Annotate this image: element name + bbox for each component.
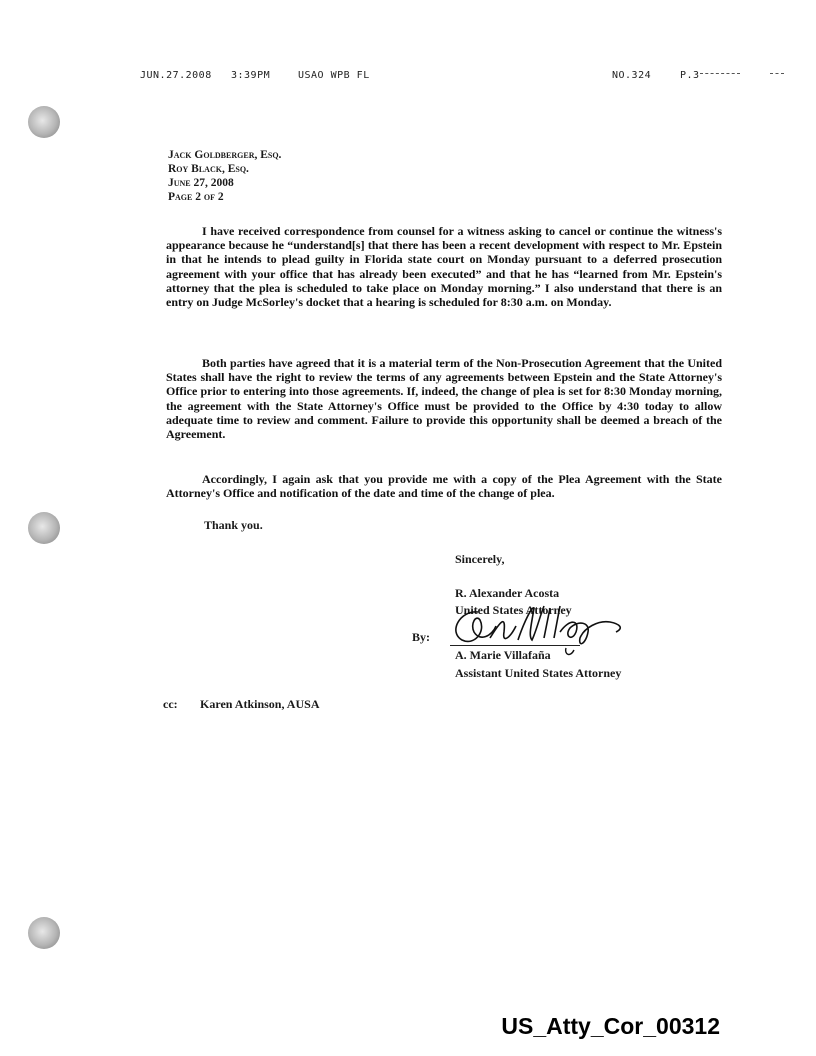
fax-page: P.3	[680, 70, 700, 81]
cc-recipient: Karen Atkinson, AUSA	[200, 697, 320, 711]
addressee-black: Roy Black, Esq.	[168, 163, 249, 175]
fax-header-rule	[700, 73, 740, 74]
paragraph-1	[166, 224, 722, 309]
addressee-block	[168, 148, 281, 204]
fax-number: NO.324	[612, 70, 652, 81]
fax-time: 3:39PM	[231, 70, 271, 81]
fax-header-rule-2	[770, 73, 784, 74]
closing-name: R. Alexander Acosta	[455, 586, 560, 600]
cc-label: cc:	[163, 697, 178, 711]
closing-by-label: By:	[412, 630, 430, 644]
punch-hole-middle	[28, 512, 60, 544]
fax-sender: USAO WPB FL	[298, 70, 370, 81]
closing-title: United States Attorney	[455, 603, 572, 617]
punch-hole-top	[28, 106, 60, 138]
handwritten-signature	[440, 592, 640, 662]
punch-hole-bottom	[28, 917, 60, 949]
fax-date: JUN.27.2008	[140, 70, 212, 81]
signer-name: A. Marie Villafaña	[455, 648, 551, 662]
paragraph-2	[166, 356, 722, 441]
paragraph-3-text: Accordingly, I again ask that you provide me with a copy of the Plea Agreement with the State Attorney's Office and notification of the date and time of the change of plea.	[166, 472, 722, 501]
addressee-goldberger: Jack Goldberger, Esq.	[168, 149, 282, 161]
paragraph-2-text: Both parties have agreed that it is a material term of the Non-Prosecution Agreement that the United States shall have the right to review the terms of any agreements between Epstein and the State Attorney's Office prior to entering into those agreements. If, indeed, the change of plea is set for 8:30 Monday morning, the agreement with the State Attorney's Office must be provided to the Office by 4:30 today to allow adequate time to review and comment. Failure to provide this opportunity shall be deemed a breach of the Agreement.	[166, 356, 722, 442]
closing-sincerely: Sincerely,	[455, 552, 505, 566]
page-indicator: Page 2 of 2	[168, 191, 224, 203]
signer-title: Assistant United States Attorney	[455, 666, 622, 680]
letter-date: June 27, 2008	[168, 177, 234, 189]
bates-number: US_Atty_Cor_00312	[501, 1013, 720, 1039]
paragraph-3	[166, 472, 722, 500]
thank-you: Thank you.	[204, 518, 263, 532]
paragraph-1-text: I have received correspondence from counsel for a witness asking to cancel or continue the witness's appearance because he “understand[s] that there has been a recent development with respect to Mr. Epstein in that he intends to plead guilty in Florida state court on Monday pursuant to a deferred prosecution agreement with your office that has already been executed” and that he has “learned from Mr. Epstein's attorney that the plea is scheduled to take place on Monday morning.” I also understand that there is an entry on Judge McSorley's docket that a hearing is scheduled for 8:30 a.m. on Monday.	[166, 224, 722, 310]
